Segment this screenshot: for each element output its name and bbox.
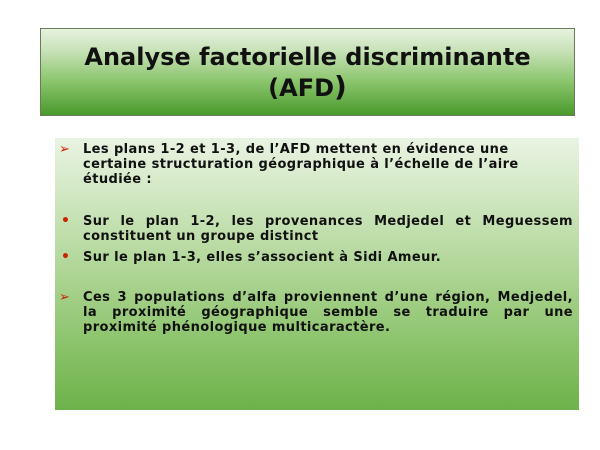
arrow-bullet-icon: ➢ <box>59 142 71 157</box>
slide-title-abbrev: (AFD <box>268 73 335 102</box>
dot-bullet-icon: • <box>61 249 71 265</box>
slide-title-line-2 <box>268 69 347 103</box>
bullet-text-4: Ces 3 populations d’alfa proviennent d’une région, Medjedel, la proximité géographique semble se traduire par une proximité phénologique multicaractère. <box>83 290 573 335</box>
slide-content-box <box>55 138 579 410</box>
bullet-text-2: Sur le plan 1-2, les provenances Medjedel et Meguessem constituent un groupe distinct <box>83 214 573 244</box>
dot-bullet-icon: • <box>61 213 71 229</box>
bullet-text-1: Les plans 1-2 et 1-3, de l’AFD mettent en évidence une certaine structuration géographique à l’échelle de l’aire étudiée : <box>83 142 519 187</box>
slide-title-line-1: Analyse factorielle discriminante <box>84 42 531 71</box>
slide-title-close-paren: ) <box>334 69 347 103</box>
slide-title-box <box>40 28 575 116</box>
bullet-text-3: Sur le plan 1-3, elles s’associent à Sidi Ameur. <box>83 250 442 265</box>
arrow-bullet-icon: ➢ <box>59 290 71 305</box>
